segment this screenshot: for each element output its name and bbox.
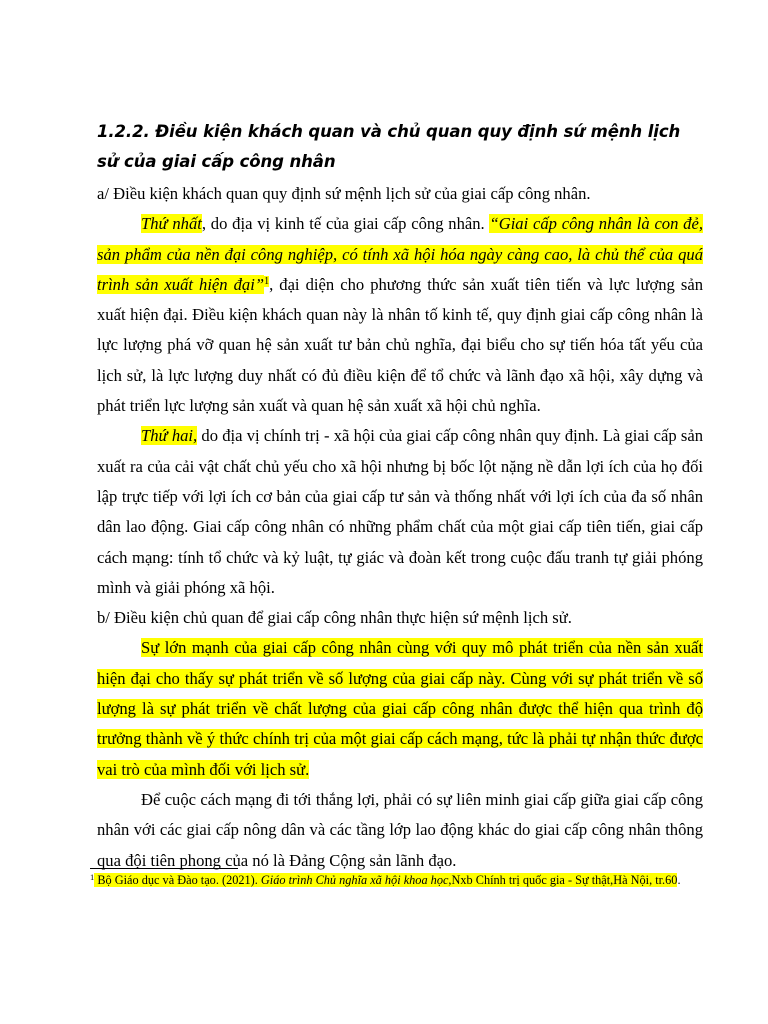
footnote-separator <box>90 868 238 869</box>
highlighted-quote: “Giai cấp công nhân là con đẻ, sản phẩm của nền đại công nghiệp, có tính xã hội hóa ngày càng cao, là chủ thể của quá trình sản xuất hiện đại” <box>97 214 703 294</box>
footnote-citation-publisher: ,Nxb Chính trị quốc gia - Sự thật,Hà Nội, tr.60 <box>448 873 678 887</box>
footnote <box>90 872 690 888</box>
subsection-a-title: a/ Điều kiện khách quan quy định sứ mệnh lịch sử của giai cấp công nhân. <box>97 184 591 203</box>
footnote-reference[interactable]: 1 <box>264 275 270 287</box>
paragraph-text: , do địa vị kinh tế của giai cấp công nhân. <box>201 214 490 234</box>
paragraph-economic-condition <box>97 209 703 421</box>
footnote-text <box>94 873 677 887</box>
paragraph-text: do địa vị chính trị - xã hội của giai cấp công nhân quy định. Là giai cấp sản xuất ra của cải vật chất chủ yếu cho xã hội nhưng bị bốc lột nặng nề dẫn lợi ích của họ đối lập trực tiếp với lợi ích cơ bản của giai cấp tư sản và thống nhất với lợi ích của đa số nhân dân lao động. Giai cấp công nhân có những phẩm chất của một giai cấp tiên tiến, giai cấp cách mạng: tính tổ chức và kỷ luật, tự giác và đoàn kết trong cuộc đấu tranh tự giải phóng mình và giải phóng xã hội. <box>97 426 703 597</box>
section-heading: 1.2.2. Điều kiện khách quan và chủ quan quy định sứ mệnh lịch sử của giai cấp công nhân <box>97 122 681 171</box>
paragraph-alliance: Để cuộc cách mạng đi tới thắng lợi, phải có sự liên minh giai cấp giữa giai cấp công nhân với các giai cấp nông dân và các tầng lớp lao động khác do giai cấp công nhân thông qua đội tiên phong của nó là Đảng Cộng sản lãnh đạo. <box>97 789 703 870</box>
paragraph-political-condition <box>97 421 703 603</box>
paragraph-text: , đại diện cho phương thức sản xuất tiên tiến và lực lượng sản xuất hiện đại. Điều kiện khách quan này là nhân tố kinh tế, quy định giai cấp công nhân là lực lượng phá vỡ quan hệ sản xuất tư bản chủ nghĩa, đại biểu cho sự tiến hóa tất yếu của lịch sử, là lực lượng duy nhất có đủ điều kiện để tổ chức và lãnh đạo xã hội, xây dựng và phát triển lực lượng sản xuất và quan hệ sản xuất xã hội chủ nghĩa. <box>97 274 703 416</box>
highlighted-paragraph-text: Sự lớn mạnh của giai cấp công nhân cùng với quy mô phát triển của nền sản xuất hiện đại cho thấy sự phát triển về số lượng của giai cấp này. Cùng với sự phát triển về số lượng là sự phát triển về chất lượng của giai cấp công nhân được thể hiện qua trình độ trưởng thành về ý thức chính trị của một giai cấp cách mạng, tức là phải tự nhận thức được vai trò của mình đối với lịch sử. <box>97 638 703 779</box>
footnote-citation-authors: Bộ Giáo dục và Đào tạo. (2021). <box>94 873 261 887</box>
footnote-mark: 1 <box>90 872 95 882</box>
paragraph-subjective-condition <box>97 633 703 784</box>
lead-phrase-first: Thứ nhất <box>141 214 202 234</box>
lead-phrase-second: Thứ hai, <box>141 426 198 446</box>
subsection-b-title: b/ Điều kiện chủ quan để giai cấp công nhân thực hiện sứ mệnh lịch sử. <box>97 608 572 628</box>
document-body <box>97 117 703 876</box>
footnote-citation-title: Giáo trình Chủ nghĩa xã hội khoa học <box>260 873 449 887</box>
footnote-end: . <box>677 873 681 887</box>
